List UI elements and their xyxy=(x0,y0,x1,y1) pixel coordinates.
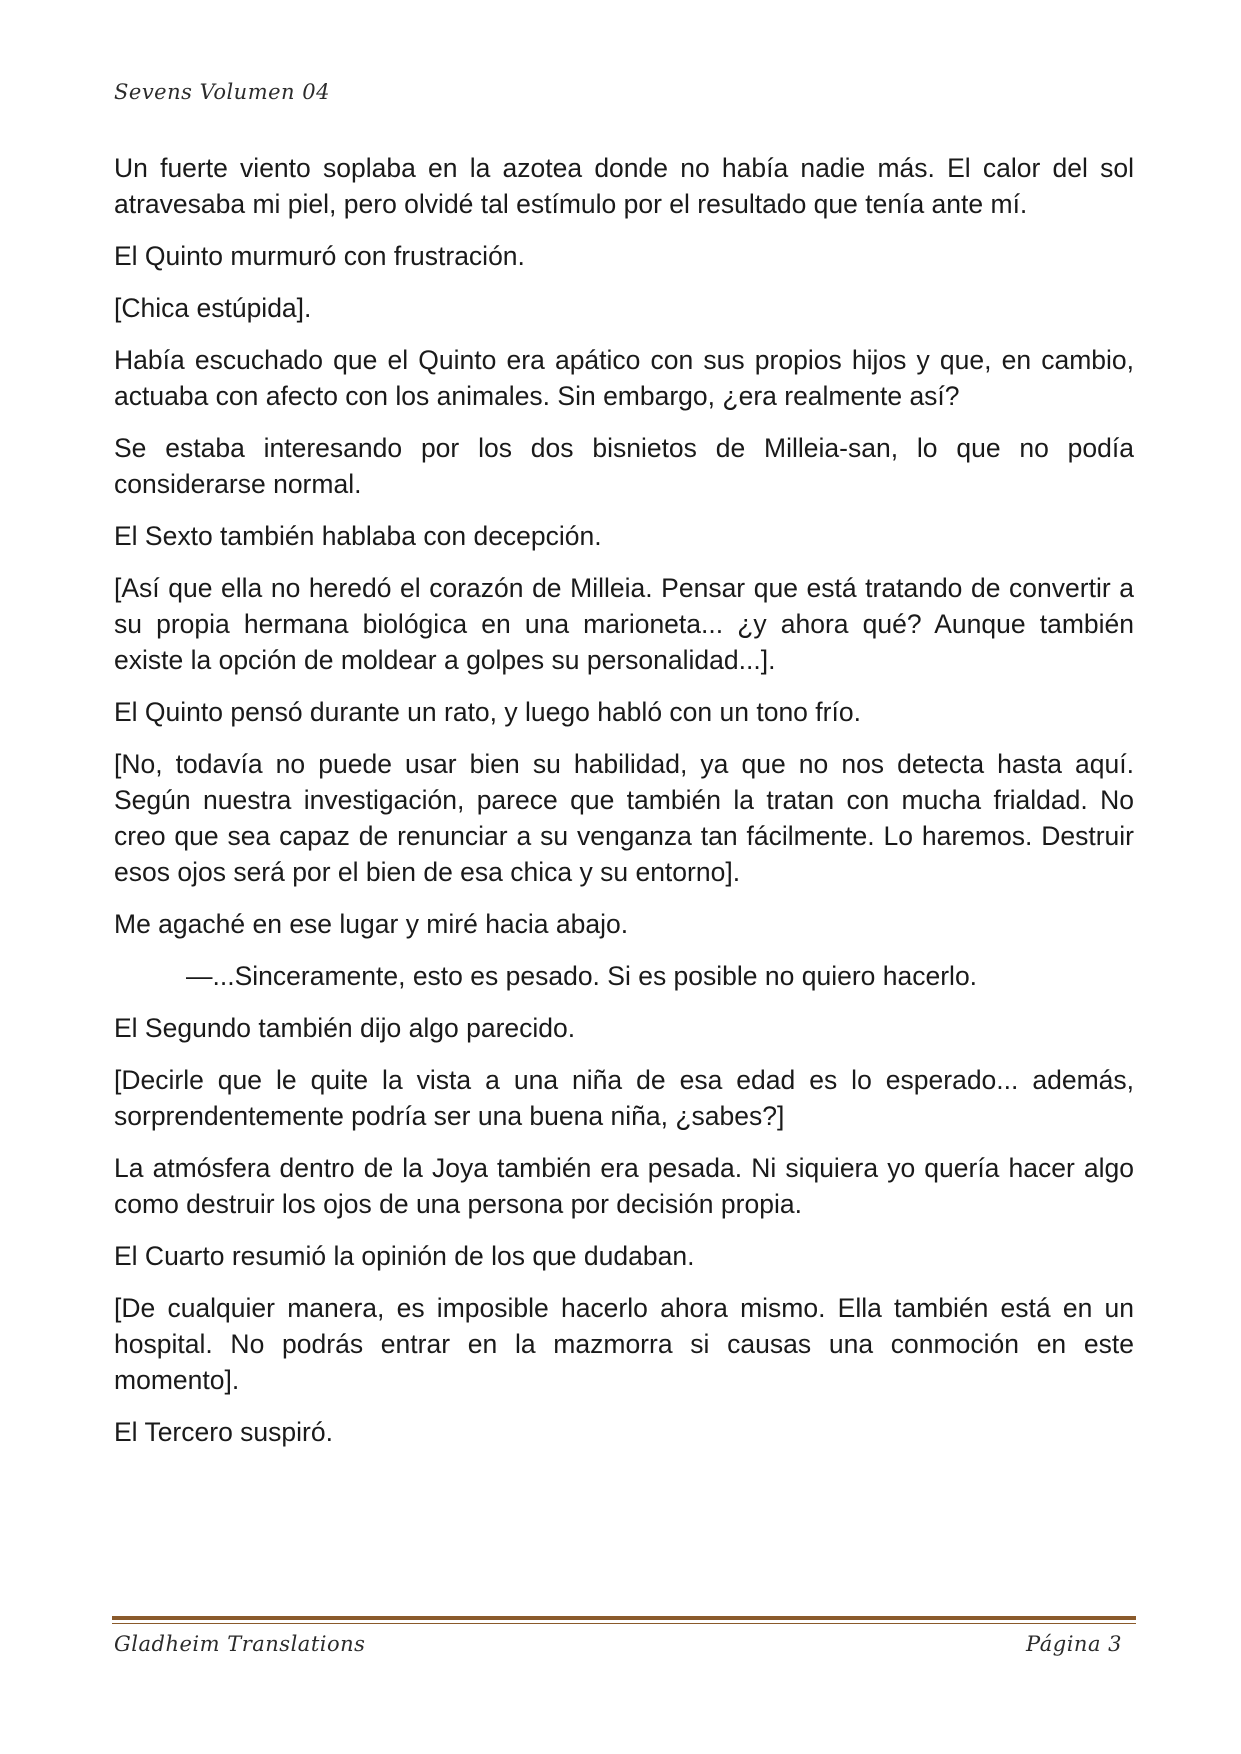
page-number: Página 3 xyxy=(1026,1632,1122,1656)
dialogue-paragraph: —...Sinceramente, esto es pesado. Si es posible no quiero hacerlo. xyxy=(186,961,978,991)
paragraph: La atmósfera dentro de la Joya también era pesada. Ni siquiera yo quería hacer algo como destruir los ojos de una persona por decisión propia. xyxy=(114,1153,1134,1219)
document-body xyxy=(114,150,1134,1466)
paragraph: Se estaba interesando por los dos bisnietos de Milleia-san, lo que no podía considerarse normal. xyxy=(114,433,1134,499)
paragraph: Me agaché en ese lugar y miré hacia abajo. xyxy=(114,909,629,939)
footer-rule-thin xyxy=(112,1623,1136,1624)
paragraph: El Segundo también dijo algo parecido. xyxy=(114,1013,576,1043)
paragraph: Había escuchado que el Quinto era apático con sus propios hijos y que, en cambio, actuaba con afecto con los animales. Sin embargo, ¿era realmente así? xyxy=(114,345,1134,411)
footer-credit: Gladheim Translations xyxy=(114,1632,366,1656)
paragraph: Un fuerte viento soplaba en la azotea donde no había nadie más. El calor del sol atravesaba mi piel, pero olvidé tal estímulo por el resultado que tenía ante mí. xyxy=(114,153,1134,219)
footer-rule xyxy=(112,1616,1136,1620)
paragraph: El Cuarto resumió la opinión de los que dudaban. xyxy=(114,1241,695,1271)
paragraph: El Sexto también hablaba con decepción. xyxy=(114,521,602,551)
paragraph: [Chica estúpida]. xyxy=(114,293,312,323)
paragraph: El Quinto murmuró con frustración. xyxy=(114,241,525,271)
paragraph: [No, todavía no puede usar bien su habilidad, ya que no nos detecta hasta aquí. Según nuestra investigación, parece que también la tratan con mucha frialdad. No creo que sea capaz de renunciar a su venganza tan fácilmente. Lo haremos. Destruir esos ojos será por el bien de esa chica y su entorno]. xyxy=(114,749,1134,887)
paragraph: [De cualquier manera, es imposible hacerlo ahora mismo. Ella también está en un hospital. No podrás entrar en la mazmorra si causas una conmoción en este momento]. xyxy=(114,1293,1134,1395)
paragraph: [Decirle que le quite la vista a una niña de esa edad es lo esperado... además, sorprendentemente podría ser una buena niña, ¿sabes?] xyxy=(114,1065,1134,1131)
paragraph: El Quinto pensó durante un rato, y luego habló con un tono frío. xyxy=(114,697,861,727)
running-header: Sevens Volumen 04 xyxy=(114,80,330,104)
paragraph: El Tercero suspiró. xyxy=(114,1417,333,1447)
paragraph: [Así que ella no heredó el corazón de Milleia. Pensar que está tratando de convertir a su propia hermana biológica en una marioneta... ¿y ahora qué? Aunque también existe la opción de moldear a golpes su personalidad...]. xyxy=(114,573,1134,675)
